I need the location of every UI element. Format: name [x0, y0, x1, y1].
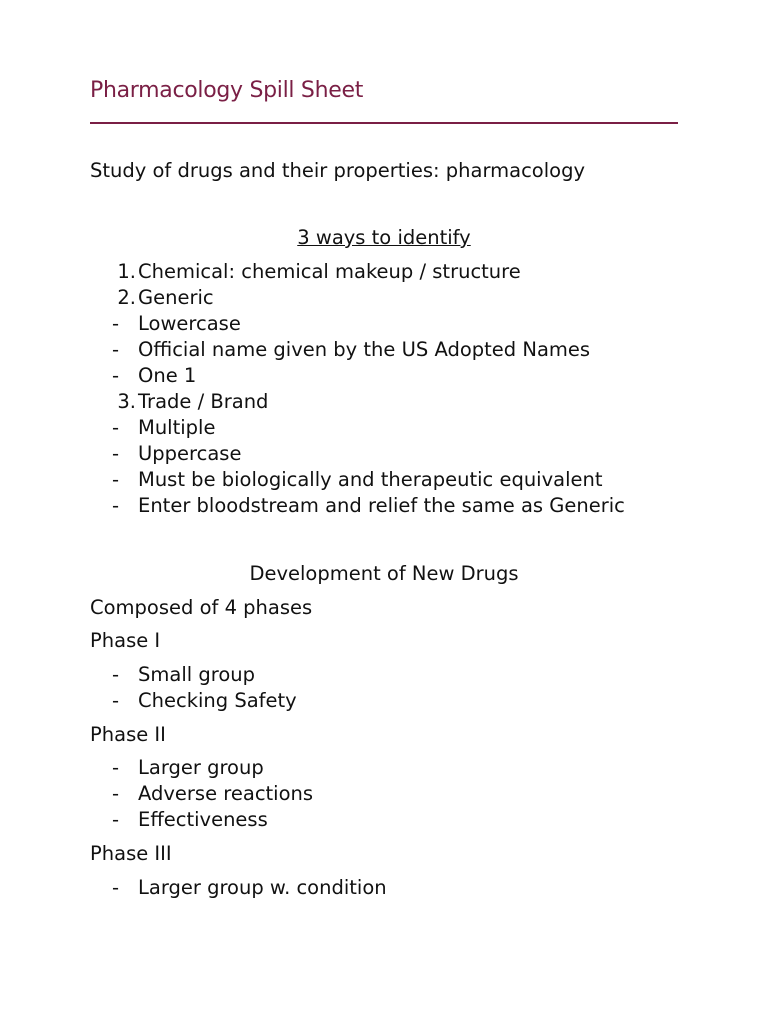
- list-marker: -: [112, 312, 120, 335]
- list-item-text: Larger group: [138, 756, 264, 779]
- list-item-text: Chemical: chemical makeup / structure: [138, 260, 521, 283]
- list-item: [108, 494, 625, 518]
- list-item-text: Lowercase: [138, 312, 241, 335]
- list-item-text: Uppercase: [138, 442, 242, 465]
- list-item-text: Adverse reactions: [138, 782, 314, 805]
- list-item: [108, 338, 590, 362]
- list-item-text: Larger group w. condition: [138, 876, 387, 899]
- list-item: [108, 364, 196, 388]
- section-heading-identify: 3 ways to identify: [297, 226, 471, 249]
- list-item: [108, 663, 255, 687]
- phase-label: Phase I: [90, 629, 161, 652]
- list-marker: -: [112, 756, 120, 779]
- list-item: [108, 390, 268, 414]
- list-item-text: Trade / Brand: [138, 390, 269, 413]
- list-item: [108, 782, 313, 806]
- list-item: [108, 808, 268, 832]
- page-title: Pharmacology Spill Sheet: [90, 78, 364, 103]
- list-marker: -: [112, 364, 120, 387]
- list-marker: -: [112, 416, 120, 439]
- list-marker: 2.: [117, 286, 136, 309]
- list-marker: -: [112, 808, 120, 831]
- list-marker: -: [112, 876, 120, 899]
- list-item: [108, 442, 241, 466]
- phase-label: Phase III: [90, 842, 172, 865]
- list-item: [108, 260, 521, 284]
- list-marker: 3.: [117, 390, 136, 413]
- list-marker: -: [112, 782, 120, 805]
- list-marker: -: [112, 442, 120, 465]
- list-item-text: Generic: [138, 286, 214, 309]
- list-marker: -: [112, 468, 120, 491]
- list-item: [108, 312, 241, 336]
- list-marker: -: [112, 663, 120, 686]
- phase-label: Phase II: [90, 723, 166, 746]
- list-item: [108, 416, 215, 440]
- intro-text: Study of drugs and their properties: pharmacology: [90, 159, 586, 182]
- section-intro: Composed of 4 phases: [90, 596, 313, 619]
- list-item-text: One 1: [138, 364, 197, 387]
- list-item: [108, 468, 603, 492]
- list-marker: -: [112, 689, 120, 712]
- list-marker: 1.: [117, 260, 136, 283]
- list-item-text: Official name given by the US Adopted Names: [138, 338, 591, 361]
- list-marker: -: [112, 494, 120, 517]
- list-item-text: Small group: [138, 663, 255, 686]
- list-item-text: Checking Safety: [138, 689, 297, 712]
- list-item-text: Multiple: [138, 416, 216, 439]
- title-divider: [90, 122, 678, 124]
- list-item: [108, 876, 387, 900]
- list-item-text: Enter bloodstream and relief the same as Generic: [138, 494, 625, 517]
- list-item: [108, 286, 214, 310]
- list-item: [108, 756, 264, 780]
- list-item-text: Effectiveness: [138, 808, 268, 831]
- section-heading-development: Development of New Drugs: [249, 562, 519, 585]
- list-marker: -: [112, 338, 120, 361]
- list-item: [108, 689, 297, 713]
- list-item-text: Must be biologically and therapeutic equivalent: [138, 468, 603, 491]
